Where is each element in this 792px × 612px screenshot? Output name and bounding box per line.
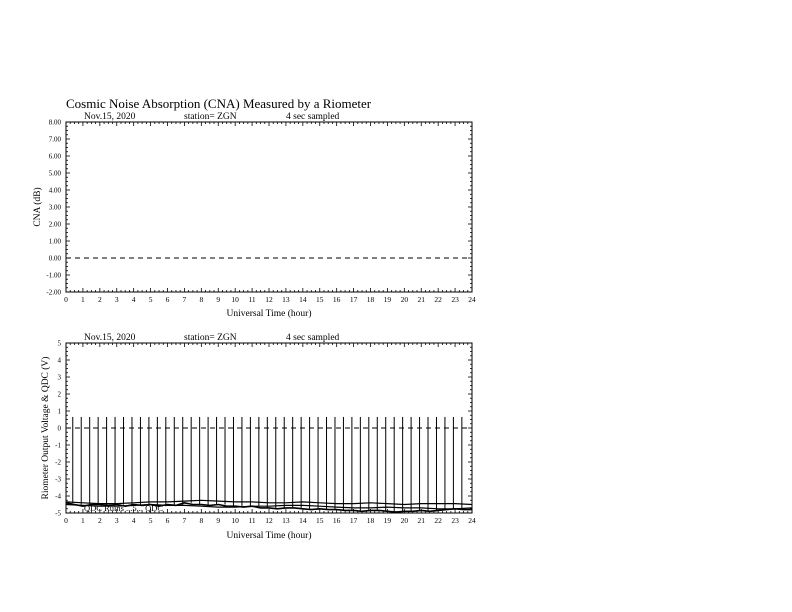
voltage-date: Nov.15, 2020 [84,333,136,343]
y-tick-label: -5 [55,509,61,518]
y-tick-label: -2.00 [46,288,61,297]
cna-x-axis [64,122,476,304]
x-tick-label: 4 [131,295,136,304]
y-tick-label: 4.00 [48,186,61,195]
x-tick-label: 18 [366,516,375,525]
y-tick-label: 4 [57,356,61,365]
y-tick-label: 1.00 [48,237,61,246]
x-tick-label: 14 [299,516,307,525]
x-tick-label: 8 [199,295,204,304]
x-tick-label: 1 [81,295,85,304]
x-tick-label: 12 [265,516,273,525]
x-tick-label: 3 [114,295,119,304]
y-tick-label: 2 [57,390,61,399]
x-tick-label: 20 [400,295,409,304]
x-tick-label: 21 [417,295,425,304]
cna-y-label: CNA (dB) [33,187,43,227]
voltage-station: station= ZGN [184,333,237,343]
voltage-panel [40,333,476,541]
y-tick-label: 7.00 [48,135,61,144]
y-tick-label: -3 [55,475,61,484]
cna-y-axis [46,119,472,297]
x-tick-label: 11 [248,295,256,304]
x-tick-label: 17 [349,295,358,304]
cna-sampling: 4 sec sampled [286,112,340,122]
x-tick-label: 14 [299,295,307,304]
cna-panel [32,112,476,319]
y-tick-label: 3.00 [48,203,61,212]
x-tick-label: 23 [451,516,459,525]
y-tick-label: -2 [55,458,61,467]
x-tick-label: 13 [282,516,290,525]
y-tick-label: 5 [57,339,61,348]
x-tick-label: 16 [332,295,341,304]
page-title: Cosmic Noise Absorption (CNA) Measured by a Riometer [66,96,372,111]
calibration-spikes [73,417,462,512]
x-tick-label: 8 [199,516,204,525]
x-tick-label: 6 [165,516,170,525]
x-tick-label: 12 [265,295,273,304]
x-tick-label: 22 [434,516,442,525]
x-tick-label: 11 [248,516,256,525]
voltage-sampling: 4 sec sampled [286,333,340,343]
x-tick-label: 4 [131,516,136,525]
x-tick-label: 6 [165,295,170,304]
x-tick-label: 9 [216,516,221,525]
y-tick-label: -4 [55,492,61,501]
x-tick-label: 10 [231,295,239,304]
voltage-y-label: Riometer Output Voltage & QDC (V) [41,356,51,500]
x-tick-label: 1 [81,516,85,525]
x-tick-label: 9 [216,295,221,304]
cna-date: Nov.15, 2020 [84,112,136,122]
x-tick-label: 18 [366,295,375,304]
cna-x-label: Universal Time (hour) [226,309,312,319]
y-tick-label: 0.00 [48,254,61,263]
y-tick-label: -1.00 [46,271,61,280]
cna-plot-frame [66,122,472,292]
x-tick-label: 7 [182,295,187,304]
voltage-x-axis [64,343,476,525]
x-tick-label: 17 [349,516,358,525]
voltage-x-label: Universal Time (hour) [226,531,312,541]
x-tick-label: 7 [182,516,187,525]
y-tick-label: 0 [57,424,61,433]
x-tick-label: 0 [64,516,68,525]
y-tick-label: -1 [55,441,61,450]
x-tick-label: 2 [97,516,102,525]
x-tick-label: 20 [400,516,409,525]
x-tick-label: 24 [468,516,476,525]
x-tick-label: 13 [282,295,290,304]
y-tick-label: 2.00 [48,220,61,229]
y-tick-label: 8.00 [48,118,61,127]
x-tick-label: 0 [64,295,68,304]
x-tick-label: 21 [417,516,425,525]
x-tick-label: 16 [332,516,341,525]
x-tick-label: 2 [97,295,102,304]
y-tick-label: 5.00 [48,169,61,178]
x-tick-label: 19 [383,295,392,304]
y-tick-label: 1 [57,407,61,416]
y-tick-label: 3 [57,373,61,382]
x-tick-label: 15 [316,516,324,525]
x-tick-label: 10 [231,516,239,525]
voltage-overlay-text: QDC Ruins ...5... QDC [84,503,164,513]
x-tick-label: 22 [434,295,442,304]
x-tick-label: 24 [468,295,476,304]
x-tick-label: 23 [451,295,459,304]
x-tick-label: 3 [114,516,119,525]
y-tick-label: 6.00 [48,152,61,161]
cna-station: station= ZGN [184,112,237,122]
x-tick-label: 5 [148,295,153,304]
x-tick-label: 19 [383,516,392,525]
x-tick-label: 5 [148,516,153,525]
x-tick-label: 15 [316,295,324,304]
